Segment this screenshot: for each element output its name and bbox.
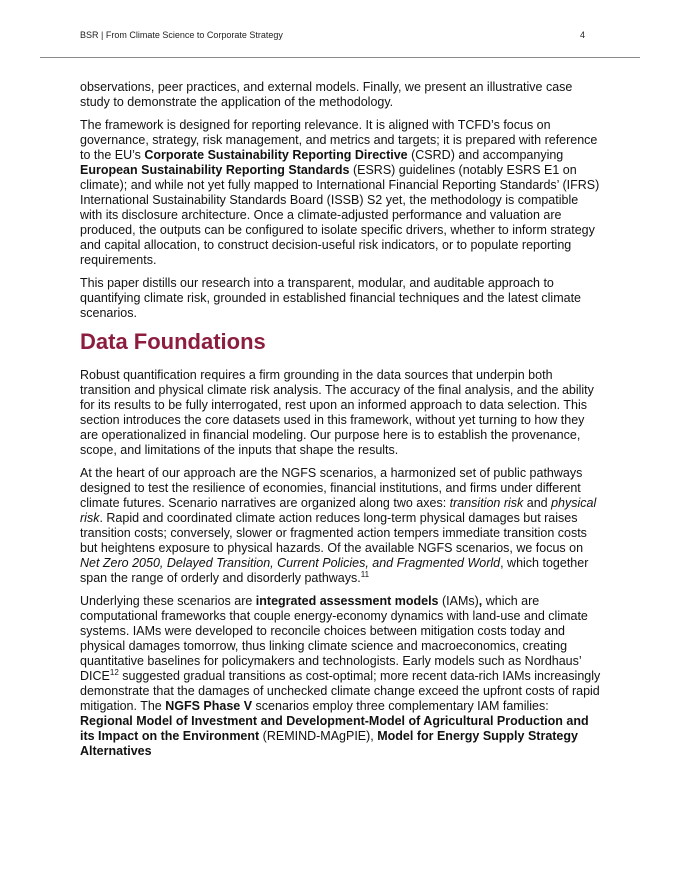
italic-term: physical risk bbox=[80, 496, 597, 525]
bold-term: , bbox=[478, 594, 483, 608]
text-run: scenarios employ three complementary IAM families: bbox=[252, 699, 549, 713]
paragraph-5 bbox=[80, 466, 603, 586]
bold-term: European Sustainability Reporting Standards bbox=[80, 163, 350, 177]
paragraph-4 bbox=[80, 368, 603, 458]
text-run: which are computational frameworks that couple energy-economy dynamics with land-use and climate systems. IAMs were developed to reconcile choices between mitigation costs today and physical damages tomorrow, thus linking climate science and macroeconomics, creating quantitative baselines for policymakers and technologists. Early models such as Nordhaus’ DICE bbox=[80, 594, 588, 683]
document-body bbox=[80, 80, 603, 767]
bold-term: Regional Model of Investment and Development-Model of Agricultural Production and its Impact on the Environment bbox=[80, 714, 589, 743]
text-run: observations, peer practices, and external models. Finally, we present an illustrative case study to demonstrate the application of the methodology. bbox=[80, 80, 573, 109]
paragraph-2 bbox=[80, 118, 603, 268]
text-run: (REMIND-MAgPIE), bbox=[259, 729, 378, 743]
text-run: Underlying these scenarios are bbox=[80, 594, 256, 608]
footnote-marker[interactable]: 11 bbox=[360, 569, 370, 579]
text-run: suggested gradual transitions as cost-optimal; more recent data-rich IAMs increasingly demonstrate that the damages of unchecked climate change exceed the upfront costs of rapid mitigation. The bbox=[80, 669, 601, 713]
section-heading: Data Foundations bbox=[80, 329, 266, 354]
text-run: , which together span the range of orderly and disorderly pathways. bbox=[80, 556, 589, 585]
text-run: (IAMs) bbox=[438, 594, 479, 608]
paragraph-3 bbox=[80, 276, 603, 321]
text-run: and bbox=[523, 496, 552, 510]
bold-term: Corporate Sustainability Reporting Directive bbox=[144, 148, 408, 162]
bold-term: NGFS Phase V bbox=[165, 699, 253, 713]
italic-term: Net Zero 2050, Delayed Transition, Current Policies, and Fragmented World bbox=[80, 556, 501, 570]
bold-term: integrated assessment models bbox=[255, 594, 439, 608]
footnote-marker[interactable]: 12 bbox=[109, 667, 119, 677]
header-divider bbox=[40, 57, 640, 58]
text-run: (ESRS) guidelines (notably ESRS E1 on climate); and while not yet fully mapped to International Financial Reporting Standards’ (IFRS) International Sustainability Standards Board (ISSB) S2 yet, the methodology is compatible with its disclosure architecture. Once a climate-adjusted performance and valuation are produced, the outputs can be configured to isolate specific drivers, whether to inform strategy and capital allocation, to construct decision-useful risk indicators, or to populate reporting requirements. bbox=[80, 163, 600, 267]
paragraph-6 bbox=[80, 594, 603, 759]
running-header bbox=[80, 30, 585, 40]
text-run: At the heart of our approach are the NGFS scenarios, a harmonized set of public pathways designed to test the resilience of economies, financial institutions, and firms under different climate futures. Scenario narratives are organized along two axes: bbox=[80, 466, 583, 510]
text-run: (CSRD) and accompanying bbox=[407, 148, 564, 162]
header-title: BSR | From Climate Science to Corporate Strategy bbox=[80, 30, 283, 40]
page-number: 4 bbox=[579, 30, 585, 40]
text-run: The framework is designed for reporting relevance. It is aligned with TCFD’s focus on governance, strategy, risk management, and metrics and targets; it is prepared with reference to the EU’s bbox=[80, 118, 598, 162]
italic-term: transition risk bbox=[449, 496, 524, 510]
text-run: This paper distills our research into a transparent, modular, and auditable approach to quantifying climate risk, grounded in established financial techniques and the latest climate scenarios. bbox=[80, 276, 581, 320]
text-run: . Rapid and coordinated climate action reduces long-term physical damages but raises transition costs; conversely, slower or fragmented action tempers immediate transition costs but heightens exposure to physical hazards. Of the available NGFS scenarios, we focus on bbox=[80, 511, 587, 555]
text-run: Robust quantification requires a firm grounding in the data sources that underpin both transition and physical climate risk analysis. The accuracy of the final analysis, and the ability for its results to be fully interrogated, rest upon an informed approach to data selection. This section introduces the core datasets used in this framework, without yet turning to how they are operationalized in financial modeling. Our purpose here is to establish the provenance, scope, and limitations of the inputs that shape the results. bbox=[80, 368, 594, 457]
bold-term: Model for Energy Supply Strategy Alternatives bbox=[80, 729, 578, 758]
paragraph-1 bbox=[80, 80, 603, 110]
